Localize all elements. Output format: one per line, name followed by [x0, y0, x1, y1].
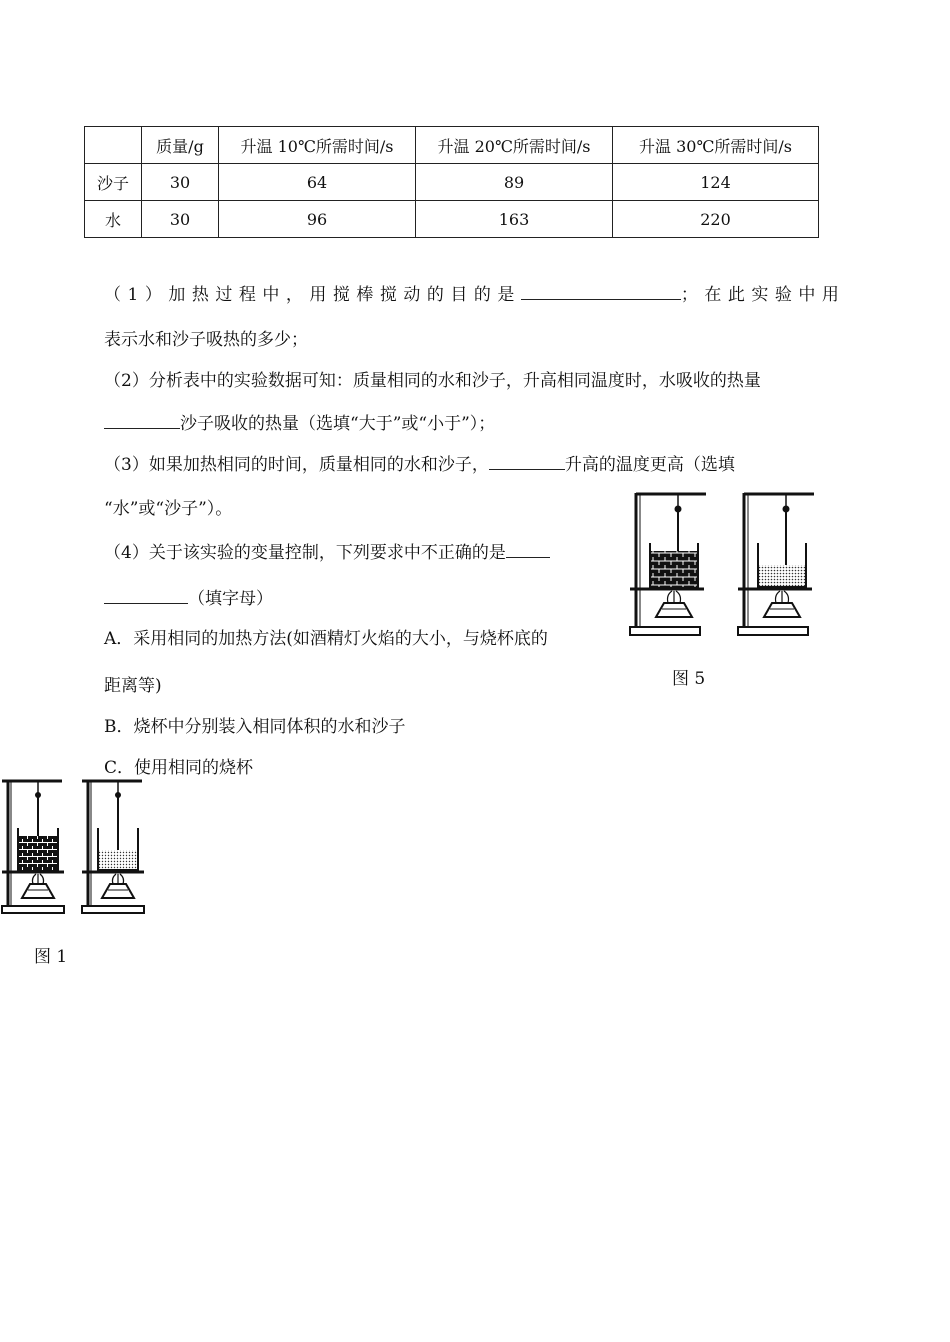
heating-setup-water: [738, 493, 814, 635]
question-1-line-2: 表示水和沙子吸热的多少；: [104, 330, 308, 350]
heating-setup-sand: [2, 780, 64, 913]
option-b: B．烧杯中分别装入相同体积的水和沙子: [104, 717, 406, 737]
table-cell: 水: [85, 201, 142, 238]
option-c: C．使用相同的烧杯: [104, 758, 254, 778]
table-cell: 124: [613, 164, 819, 201]
figure-1-caption: 图 1: [34, 947, 68, 967]
answer-blank[interactable]: [489, 451, 565, 470]
question-3-line-2: “水”或“沙子”）。: [104, 499, 233, 519]
table-header-cell: 升温 20℃所需时间/s: [416, 127, 613, 164]
table-cell: 96: [219, 201, 416, 238]
option-a-line-1: A．采用相同的加热方法(如酒精灯火焰的大小，与烧杯底的: [104, 629, 548, 649]
table-cell: 163: [416, 201, 613, 238]
heating-setup-water: [82, 780, 144, 913]
data-table: [84, 126, 819, 238]
question-4-hint: （填字母）: [188, 589, 273, 609]
answer-blank[interactable]: [104, 410, 180, 429]
table-cell: 220: [613, 201, 819, 238]
figure-5-caption: 图 5: [672, 669, 706, 689]
option-a-line-2: 距离等): [104, 676, 162, 696]
table-cell: 30: [142, 164, 219, 201]
question-1-line-1: [104, 281, 845, 307]
question-2-line-1: （2）分析表中的实验数据可知：质量相同的水和沙子，升高相同温度时，水吸收的热量: [104, 371, 761, 391]
table-row: [85, 164, 819, 201]
table-cell: 沙子: [85, 164, 142, 201]
question-1-text-a: （1）加热过程中，用搅棒搅动的目的是: [104, 285, 521, 305]
question-1-text-b: ；在此实验中用: [680, 285, 846, 305]
question-4-text: （4）关于该实验的变量控制，下列要求中不正确的是: [104, 543, 506, 563]
table-header-cell: [85, 127, 142, 164]
table-header-cell: 升温 30℃所需时间/s: [613, 127, 819, 164]
figure-1-apparatus: [0, 776, 150, 921]
table-cell: 64: [219, 164, 416, 201]
question-3-text-b: 升高的温度更高（选填: [564, 455, 735, 475]
table-row: [85, 201, 819, 238]
heating-setup-sand: [630, 493, 706, 635]
answer-blank[interactable]: [104, 585, 188, 604]
question-4-line-1: [104, 539, 550, 565]
table-header-row: [85, 127, 819, 164]
answer-blank[interactable]: [506, 539, 550, 558]
question-2-line-2: [104, 410, 495, 436]
table-header-cell: 升温 10℃所需时间/s: [219, 127, 416, 164]
question-4-line-2: [104, 585, 273, 611]
answer-blank[interactable]: [521, 281, 681, 300]
figure-5-apparatus: [626, 485, 836, 645]
question-3-line-1: [104, 451, 735, 477]
table-header-cell: 质量/g: [142, 127, 219, 164]
question-2-text: 沙子吸收的热量（选填“大于”或“小于”）；: [180, 414, 496, 434]
question-3-text-a: （3）如果加热相同的时间，质量相同的水和沙子，: [104, 455, 489, 475]
table-cell: 89: [416, 164, 613, 201]
table-cell: 30: [142, 201, 219, 238]
